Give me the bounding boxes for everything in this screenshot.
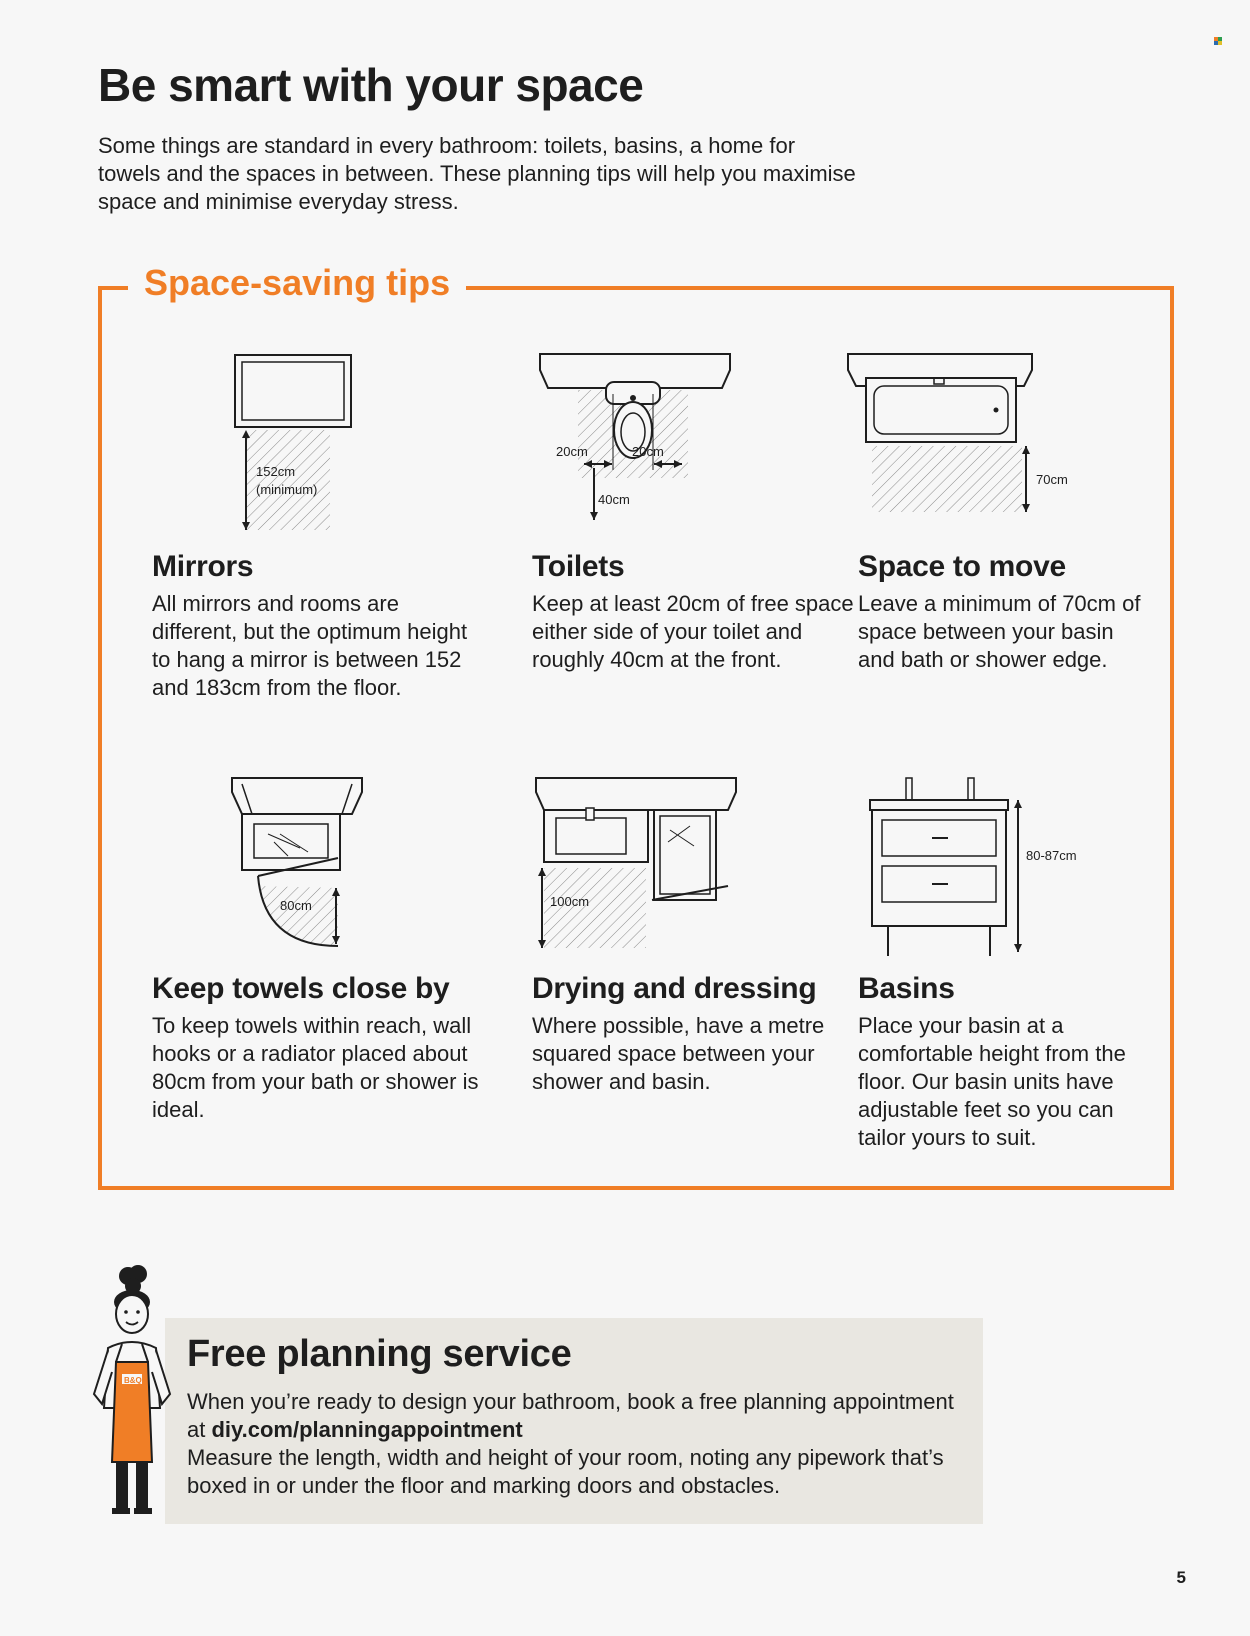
mirror-dimension-label: 152cm [256,464,296,479]
basin-height-label: 80-87cm [1026,848,1077,863]
drying-heading: Drying and dressing [532,972,817,1005]
mirror-dimension-note: (minimum) [256,482,318,497]
planning-service-line1: When you’re ready to design your bathroom, book a free planning appointment at [187,1389,954,1442]
mirror-illustration [232,352,362,532]
towel-distance-label: 80cm [280,898,312,913]
apron-logo-text: B&Q [124,1376,142,1385]
space-to-move-text: Leave a minimum of 70cm of space between your basin and bath or shower edge. [858,591,1141,672]
space-to-move-heading: Space to move [858,550,1066,583]
mirrors-heading: Mirrors [152,550,254,583]
toilet-left-label: 20cm [556,444,588,459]
basin-height-illustration [866,776,1076,956]
mirrors-text: All mirrors and rooms are different, but the optimum height to hang a mirror is between 152 and 183cm from the floor. [152,591,468,700]
bath-space-illustration [846,352,1066,522]
brand-logo [1214,32,1222,40]
intro-text: Some things are standard in every bathroom: toilets, basins, a home for towels and the spaces in between. These planning tips will help you maximise space and minimise everyday stress. [98,133,856,214]
page-title: Be smart with your space [98,59,644,111]
drying-space-illustration [534,776,744,956]
planning-service-line2: Measure the length, width and height of your room, noting any pipework that’s boxed in or under the floor and marking doors and obstacles. [187,1445,944,1498]
drying-text: Where possible, have a metre squared space between your shower and basin. [532,1013,825,1094]
tips-title: Space-saving tips [128,262,466,304]
staff-illustration [86,1262,186,1522]
drying-space-label: 100cm [550,894,590,909]
towels-heading: Keep towels close by [152,972,450,1005]
towel-reach-illustration [228,776,368,956]
space-to-move-label: 70cm [1036,472,1068,487]
toilet-illustration [538,352,738,532]
toilet-front-label: 40cm [598,492,630,507]
basins-heading: Basins [858,972,955,1005]
toilets-heading: Toilets [532,550,625,583]
page-number: 5 [1176,1568,1186,1587]
toilet-right-label: 20cm [632,444,664,459]
planning-service-title: Free planning service [187,1333,572,1375]
basins-text: Place your basin at a comfortable height from the floor. Our basin units have adjustable feet so you can tailor yours to suit. [858,1013,1126,1150]
towels-text: To keep towels within reach, wall hooks or a radiator placed about 80cm from your bath or shower is ideal. [152,1013,479,1122]
toilets-text: Keep at least 20cm of free space either side of your toilet and roughly 40cm at the front. [532,591,854,672]
planning-appointment-link[interactable]: diy.com/planningappointment [211,1417,523,1442]
planning-service-text [187,1388,967,1500]
